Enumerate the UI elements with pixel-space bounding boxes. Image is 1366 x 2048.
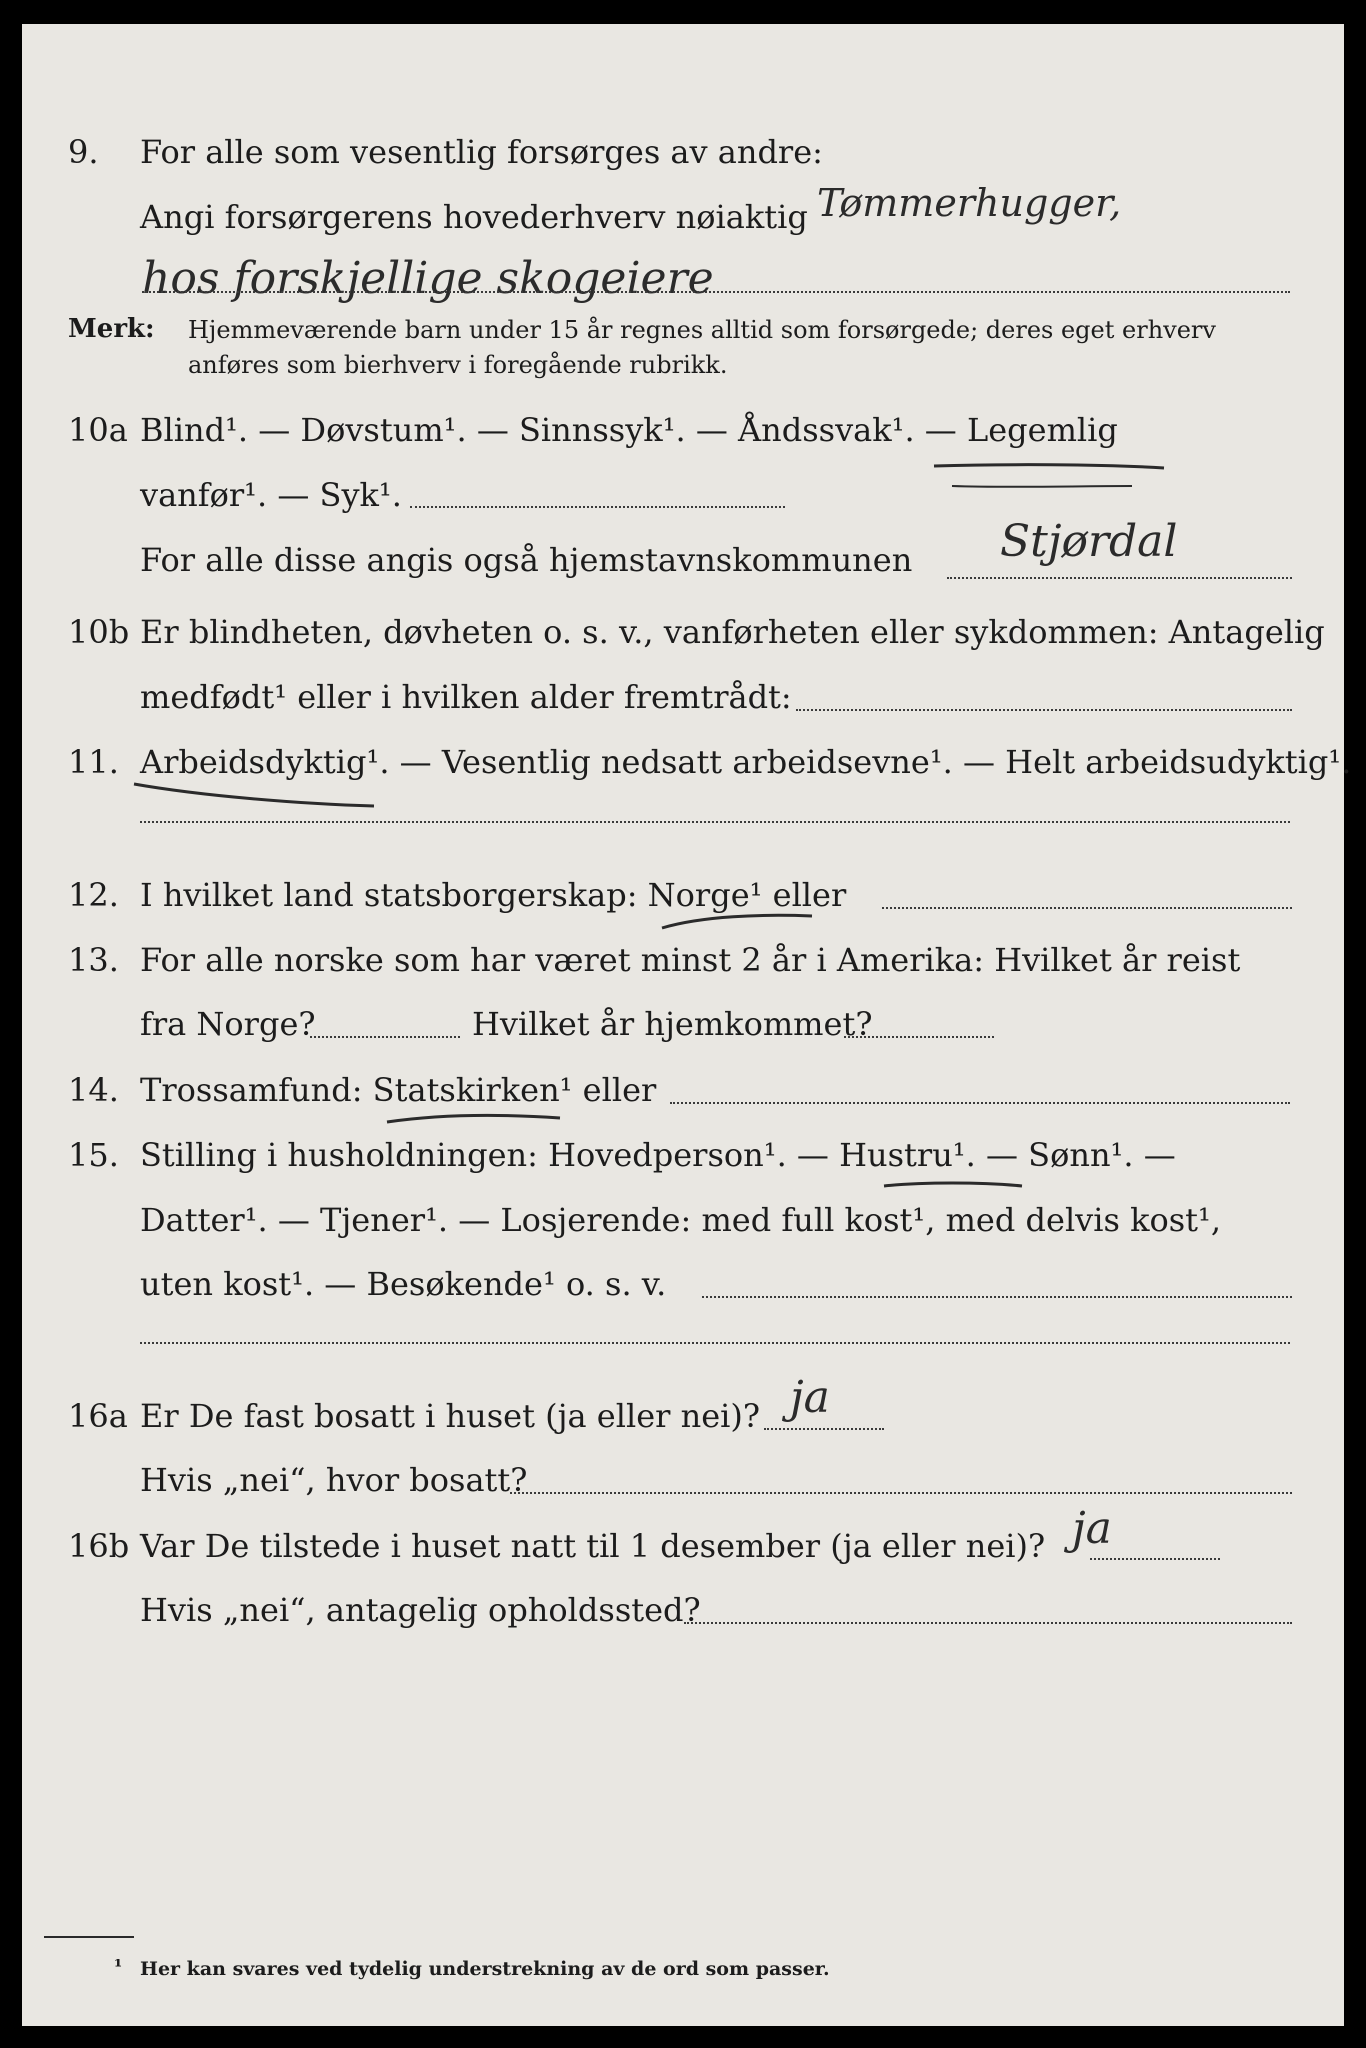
underline-arbeidsdyktig [134, 784, 374, 806]
q9-line2: Angi forsørgerens hovederhverv nøiaktig [140, 198, 808, 236]
census-form-page [22, 24, 1352, 2026]
q16a-line2: Hvis „nei“, hvor bosatt? [140, 1461, 528, 1499]
q13-line2b: Hvilket år hjemkommet? [472, 1005, 873, 1043]
q15-line1: Stilling i husholdningen: Hovedperson¹. — Hustru¹. — Sønn¹. — [140, 1136, 1176, 1174]
underline-norge [662, 915, 812, 928]
q13-line1: For alle norske som har været minst 2 år i Amerika: Hvilket år reist [140, 941, 1241, 979]
q9-answer-b: hos forskjellige skogeiere [142, 253, 714, 304]
q14-line1: Trossamfund: Statskirken¹ eller [140, 1071, 657, 1109]
q16b-line1: Var De tilstede i huset natt til 1 desember (ja eller nei)? [140, 1527, 1046, 1565]
q10a-number: 10a [68, 411, 128, 449]
underline-hustru [884, 1183, 1022, 1186]
q11-line1: Arbeidsdyktig¹. — Vesentlig nedsatt arbeidsevne¹. — Helt arbeidsudyktig¹. [140, 743, 1352, 781]
q16b-line2: Hvis „nei“, antagelig opholdssted? [140, 1591, 701, 1629]
merk-label: Merk: [68, 314, 155, 344]
q12-number: 12. [68, 876, 119, 914]
q16a-number: 16a [68, 1397, 128, 1435]
merk-line1: Hjemmeværende barn under 15 år regnes alltid som forsørgede; deres eget erhverv [188, 316, 1216, 344]
q16b-number: 16b [68, 1527, 130, 1565]
q9-number: 9. [68, 133, 99, 171]
q16a-line1: Er De fast bosatt i huset (ja eller nei)? [140, 1397, 761, 1435]
q10b-line2: medfødt¹ eller i hvilken alder fremtrådt: [140, 678, 792, 716]
q13-number: 13. [68, 941, 119, 979]
q16a-answer: ja [790, 1372, 830, 1423]
handwritten-underlines [22, 24, 1344, 2026]
q10b-line1: Er blindheten, døvheten o. s. v., vanførheten eller sykdommen: Antagelig [140, 613, 1325, 651]
q9-line1: For alle som vesentlig forsørges av andre: [140, 133, 823, 171]
q16b-answer: ja [1072, 1503, 1112, 1554]
q13-line2a: fra Norge? [140, 1005, 316, 1043]
q15-number: 15. [68, 1136, 119, 1174]
q10a-line1: Blind¹. — Døvstum¹. — Sinnssyk¹. — Åndssvak¹. — Legemlig [140, 411, 1118, 449]
underline-statskirken [387, 1115, 560, 1122]
merk-line2: anføres som bierhverv i foregående rubrikk. [188, 351, 728, 379]
q10a-line3: For alle disse angis også hjemstavnskommunen [140, 541, 913, 579]
footnote-mark: ¹ [114, 1956, 123, 1978]
q9-answer-a: Tømmerhugger, [817, 181, 1122, 225]
underline-legemlig-vanfor-2 [952, 486, 1132, 487]
underline-legemlig-vanfor [934, 465, 1164, 468]
q15-line3: uten kost¹. — Besøkende¹ o. s. v. [140, 1265, 667, 1303]
q10b-number: 10b [68, 613, 130, 651]
q12-line1: I hvilket land statsborgerskap: Norge¹ eller [140, 876, 847, 914]
q14-number: 14. [68, 1071, 119, 1109]
q11-number: 11. [68, 743, 119, 781]
footnote-text: Her kan svares ved tydelig understrekning av de ord som passer. [140, 1958, 830, 1980]
q15-line2: Datter¹. — Tjener¹. — Losjerende: med full kost¹, med delvis kost¹, [140, 1201, 1222, 1239]
q10a-line2: vanfør¹. — Syk¹. [140, 476, 402, 514]
q10a-answer: Stjørdal [1000, 516, 1178, 567]
